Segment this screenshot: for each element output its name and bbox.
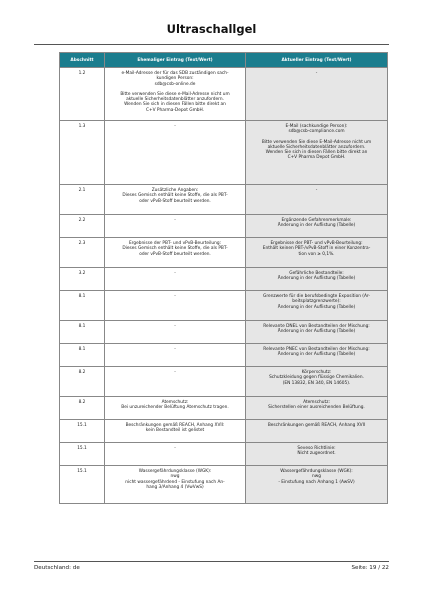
header-rule [34,44,389,45]
cell-former [105,215,246,238]
cell-line: Dieses Gemisch enthält keine Stoffe, die als PBT- [122,193,228,199]
table-row [60,185,388,215]
cell-current [246,121,388,185]
cell-line: - [174,271,176,276]
cell-section: 15.1 [60,466,105,504]
cell-current [246,68,388,121]
cell-line: Ergebnisse der PBT- und vPvB-Beurteilung: [128,241,222,246]
cell-current [246,215,388,238]
cell-line: Körperschutz: [301,370,332,375]
cell-section: 8.1 [60,321,105,344]
cell-line: (EN 13832, EN 340, EN 14605). [282,380,351,386]
cell-line: Wenden Sie sich in diesen Fällen bitte direkt an [124,102,226,108]
cell-line: nwg [312,474,321,480]
cell-line: beitsplatzgrenzwerte): [292,299,341,305]
cell-line: kundigen Person: [156,76,194,82]
cell-line: - Einstufung nach Anhang 1 (AwSV) [278,479,355,485]
cell-line: E-Mail (sachkundige Person): [285,124,348,129]
cell-former [105,397,246,420]
cell-line: Ergebnisse der PBT- und vPvB-Beurteilung: [270,241,363,246]
cell-line: Ergänzende Gefahrenmerkmale: [281,218,352,223]
cell-section: 8.1 [60,344,105,367]
cell-line: sdb@csb-compliance.com [288,129,345,135]
cell-line: Relevante PNEC von Bestandteilen der Mischung: [263,347,370,352]
cell-line: Enthält keinen PBT-/vPvB-Stoff in einer Konzentra- [262,246,371,252]
cell-line: nicht wassergefährdend - Einstufung nach An- [125,479,225,485]
table-body [60,68,388,504]
table-row [60,215,388,238]
cell-former [105,443,246,466]
cell-line: kein Bestandteil ist gelistet [145,428,205,434]
cell-line: Schutzkleidung gegen flüssige Chemikalien. [269,375,364,381]
cell-line: Wenden Sie sich in diesen Fällen bitte direkt an [265,150,368,156]
table-row [60,420,388,443]
cell-line: - [315,71,318,76]
cell-former [105,238,246,268]
cell-section: 15.1 [60,443,105,466]
cell-line: - [174,370,176,375]
cell-line: aktuelle Sicherheitsdatenblätter anzufordern. [126,97,224,103]
cell-line: - [174,124,176,129]
cell-line: - [315,188,318,193]
table-row [60,466,388,504]
cell-current [246,420,388,443]
cell-line: Gefährliche Bestandteile: [289,271,344,276]
footer-rule [34,561,389,562]
cell-section: 8.2 [60,367,105,397]
footer-page-number: Seite: 19 / 22 [351,565,389,571]
cell-section: 1.2 [60,68,105,121]
cell-line: aktuelle Sicherheitsdatenblätter anzufordern. [267,144,366,150]
cell-former [105,367,246,397]
cell-line: Änderung in der Auflistung (Tabelle) [277,304,356,310]
cell-line: C+V Pharma-Depot GmbH. [145,107,205,113]
cell-section: 2.2 [60,215,105,238]
cell-line: Wassergefährdungsklasse (WGK): [138,469,212,474]
changes-table [59,52,388,504]
table-row [60,291,388,321]
footer-country: Deutschland: de [34,565,80,571]
cell-line: Änderung in der Auflistung (Tabelle) [277,276,356,282]
cell-line: Relevante DNEL von Bestandteilen der Mischung: [263,324,370,329]
table-row [60,321,388,344]
cell-section: 2.3 [60,238,105,268]
cell-line: Seveso Richtlinie: [297,446,336,451]
cell-current [246,443,388,466]
table-header-row [60,53,388,68]
cell-line: e-Mail-Adresse der für das SDB zuständigen sach- [121,71,229,76]
cell-line: C+V Pharma Depot GmbH. [287,155,346,161]
cell-line: oder vPvB-Stoff beurteilt werden. [139,198,211,204]
cell-line: - [174,446,176,451]
cell-line: hang 3/Anhang 4 (VwVwS) [146,484,204,490]
cell-line: Grenzwerte für die berufsbedingte Exposition (Ar- [263,294,370,299]
table-row [60,443,388,466]
cell-line: Änderung in der Auflistung (Tabelle) [277,329,356,335]
cell-former [105,185,246,215]
cell-section: 3.2 [60,268,105,291]
cell-current [246,367,388,397]
cell-line: Nicht zugeordnet. [297,451,336,457]
cell-former [105,420,246,443]
cell-former [105,321,246,344]
cell-line: nwg [170,474,180,480]
cell-line: Atemschutz: [161,400,189,405]
cell-section: 8.2 [60,397,105,420]
cell-former [105,68,246,121]
cell-current [246,321,388,344]
cell-current [246,291,388,321]
cell-line: Änderung in der Auflistung (Tabelle) [277,352,356,358]
cell-current [246,397,388,420]
cell-line: - [174,218,176,223]
cell-section: 15.1 [60,420,105,443]
cell-former [105,466,246,504]
cell-line: - [174,294,176,299]
cell-line: Atemschutz: [303,400,330,405]
table-row [60,121,388,185]
cell-former [105,344,246,367]
column-header-former: Ehemaliger Eintrag (Text/Wert) [105,53,246,68]
cell-line: Bitte verwenden Sie diese E-Mail-Adresse nicht um [261,139,372,145]
cell-line: Änderung in der Auflistung (Tabelle) [277,223,356,229]
cell-former [105,291,246,321]
cell-line: Sicherstellen einer ausreichenden Belüftung. [268,405,365,411]
cell-current [246,238,388,268]
cell-line: oder vPvB-Stoff beurteilt werden. [139,251,211,257]
table-row [60,397,388,420]
table-row [60,344,388,367]
column-header-current: Aktueller Eintrag (Text/Wert) [246,53,388,68]
cell-section: 8.1 [60,291,105,321]
cell-section: 2.1 [60,185,105,215]
cell-line: sdb@csb-online.de [154,81,196,87]
table-row [60,68,388,121]
cell-line: Zusätzliche Angaben: [151,188,199,193]
cell-line: tion von ≥ 0,1%. [298,251,335,257]
cell-current [246,466,388,504]
cell-line: - [174,324,176,329]
cell-current [246,268,388,291]
cell-line: Dieses Gemisch enthält keine Stoffe, die als PBT- [122,246,228,252]
cell-line: Beschränkungen gemäß REACH, Anhang XVII: [125,423,225,428]
cell-current [246,344,388,367]
cell-former [105,268,246,291]
cell-line: Wassergefährdungsklasse (WGK): [280,469,353,474]
cell-former [105,121,246,185]
table-row [60,367,388,397]
cell-line: - [174,347,176,352]
column-header-section: Abschnitt [60,53,105,68]
page-title: Ultraschallgel [166,22,257,36]
table-row [60,268,388,291]
cell-section: 1.3 [60,121,105,185]
cell-line: Beschränkungen gemäß REACH, Anhang XVII [267,423,366,428]
cell-line: Bei unzureichender Belüftung Atemschutz tragen. [121,405,229,411]
cell-line: Bitte verwenden Sie diese e-Mail-Adresse nicht um [120,91,230,97]
cell-current [246,185,388,215]
table-row [60,238,388,268]
